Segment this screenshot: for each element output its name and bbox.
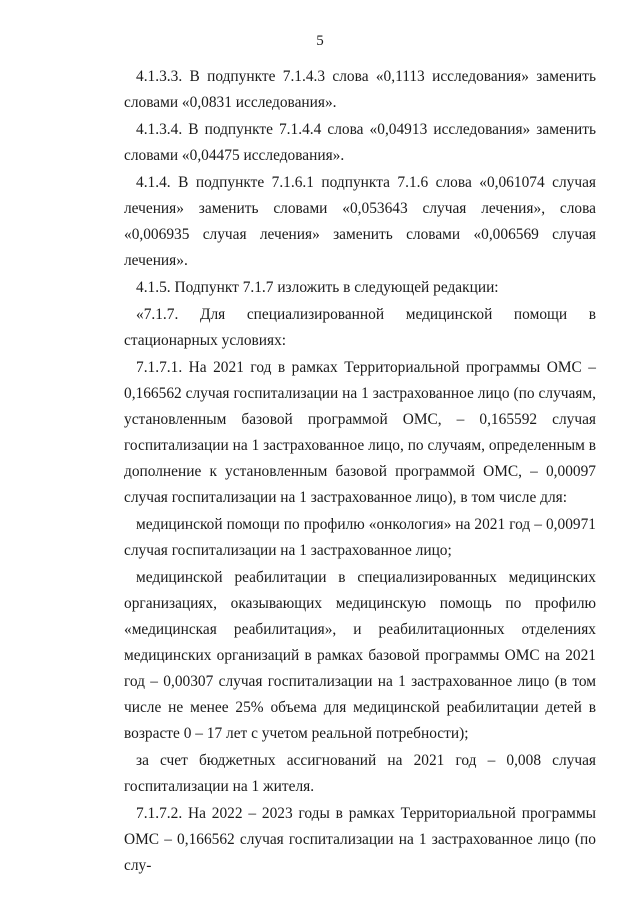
paragraph-4-1-5: 4.1.5. Подпункт 7.1.7 изложить в следующей редакции: — [136, 279, 499, 296]
page-number: 5 — [316, 33, 324, 49]
paragraph-7-1-7-2: 7.1.7.2. На 2022 – 2023 годы в рамках Территориальной программы ОМС – 0,166562 случая госпитализации на 1 застрахованное лицо (по слу- — [124, 805, 596, 874]
paragraph-4-1-3-3: 4.1.3.3. В подпункте 7.1.4.3 слова «0,1113 исследования» заменить словами «0,0831 исследования». — [124, 68, 596, 111]
paragraph-budget: за счет бюджетных ассигнований на 2021 год – 0,008 случая госпитализации на 1 жителя. — [124, 752, 596, 795]
paragraph-7-1-7: «7.1.7. Для специализированной медицинской помощи в стационарных условиях: — [124, 306, 596, 349]
paragraph-4-1-3-4: 4.1.3.4. В подпункте 7.1.4.4 слова «0,04913 исследования» заменить словами «0,04475 исследования». — [124, 121, 596, 164]
paragraph-7-1-7-1: 7.1.7.1. На 2021 год в рамках Территориальной программы ОМС – 0,166562 случая госпитализации на 1 застрахованное лицо (по случаям, установленным базовой программой ОМС, – 0,165592 случая госпитализации на 1 застрахованное лицо, по случаям, определенным в дополнение к установленным базовой программой ОМС, – 0,00097 случая госпитализации на 1 застрахованное лицо), в том числе для: — [124, 359, 596, 506]
document-body — [124, 64, 596, 880]
paragraph-4-1-4: 4.1.4. В подпункте 7.1.6.1 подпункта 7.1.6 слова «0,061074 случая лечения» заменить словами «0,053643 случая лечения», слова «0,006935 случая лечения» заменить словами «0,006569 случая лечения». — [124, 174, 596, 269]
paragraph-oncology: медицинской помощи по профилю «онкология» на 2021 год – 0,00971 случая госпитализации на 1 застрахованное лицо; — [124, 516, 596, 559]
paragraph-rehabilitation: медицинской реабилитации в специализированных медицинских организациях, оказывающих медицинскую помощь по профилю «медицинская реабилитация», и реабилитационных отделениях медицинских организаций в рамках базовой программы ОМС на 2021 год – 0,00307 случая госпитализации на 1 застрахованное лицо (в том числе не менее 25% объема для медицинской реабилитации детей в возрасте 0 – 17 лет с учетом реальной потребности); — [124, 569, 596, 742]
